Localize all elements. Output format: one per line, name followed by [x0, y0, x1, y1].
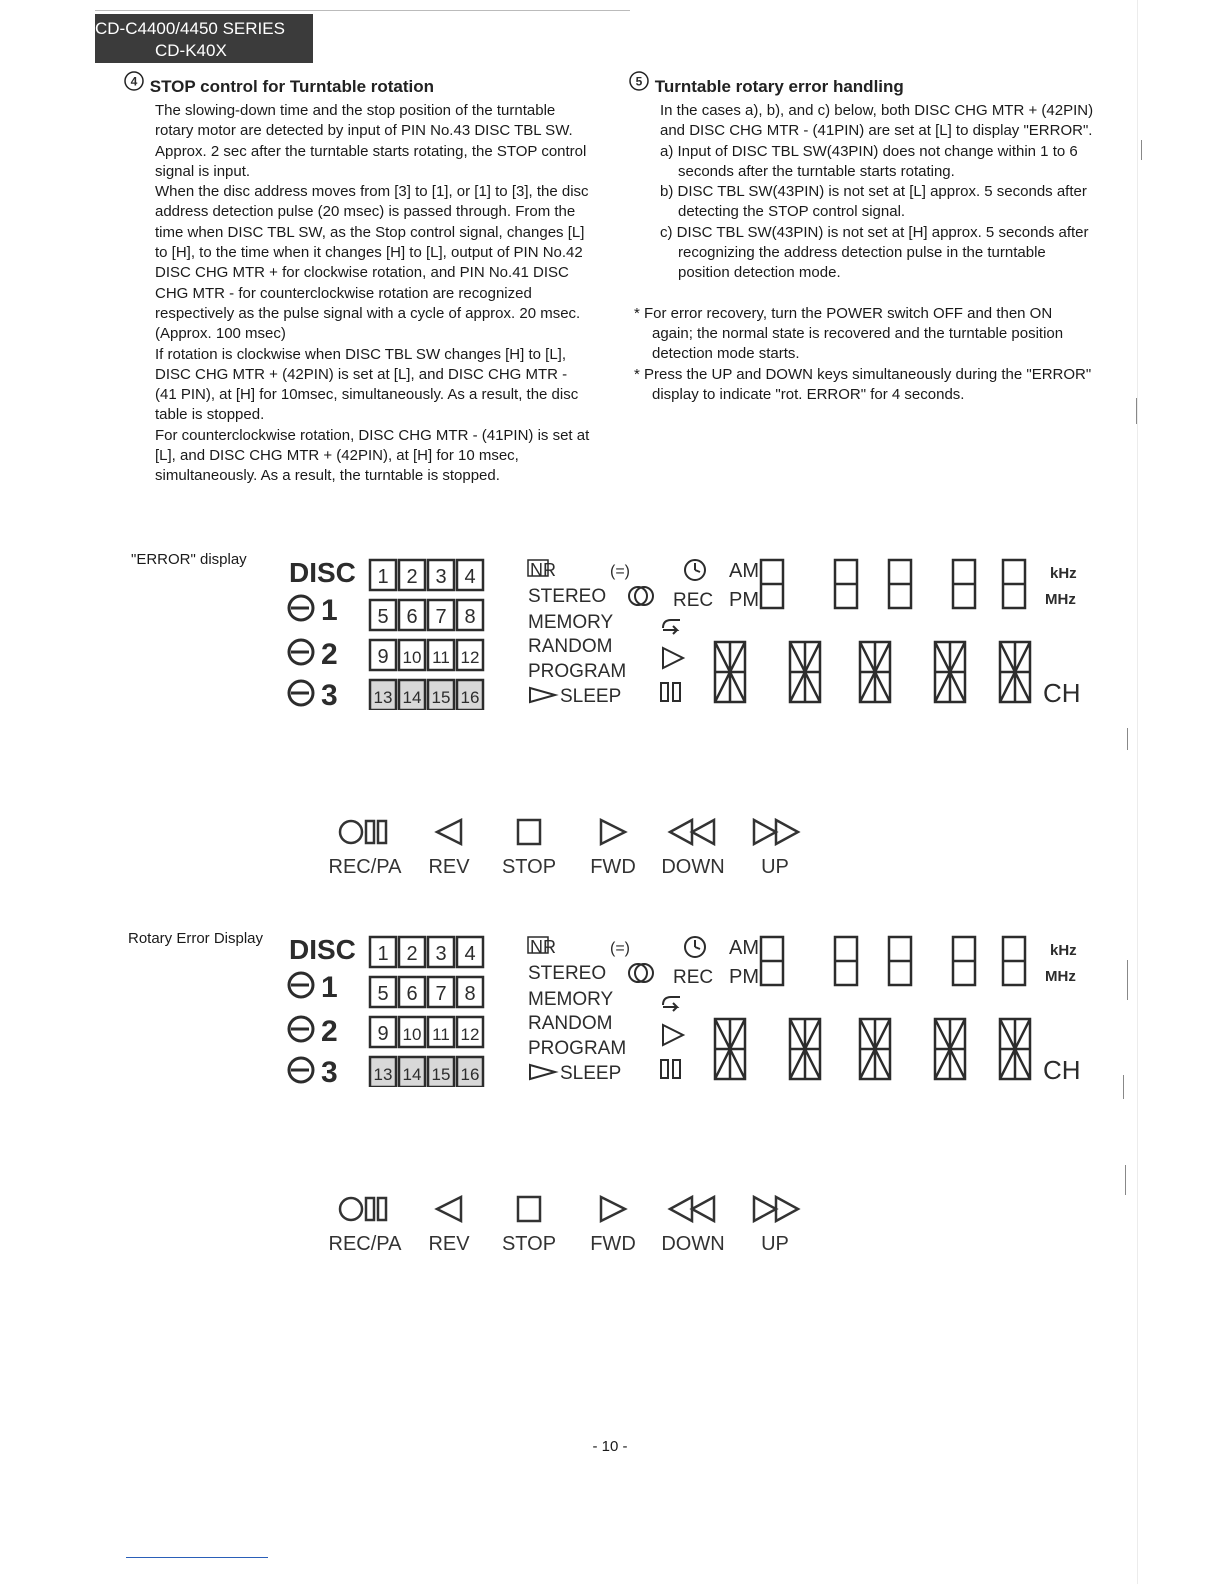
pm-indicator: PM	[729, 966, 759, 988]
disc-row-3	[289, 1056, 338, 1087]
fourteen-seg-digit	[935, 642, 965, 702]
rec-pause-icon	[335, 812, 395, 852]
fourteen-seg-digit	[860, 1019, 890, 1079]
repeat-icon	[663, 997, 680, 1011]
fourteen-seg-digit	[715, 1019, 745, 1079]
am-indicator: AM	[729, 937, 759, 959]
stop-icon	[509, 812, 549, 852]
page-number: - 10 -	[592, 1438, 628, 1455]
svg-text:1: 1	[321, 594, 338, 627]
disc-number-cell	[428, 560, 454, 590]
svg-text:3: 3	[435, 943, 447, 965]
svg-text:8: 8	[464, 606, 476, 628]
disc-number-cell	[370, 937, 396, 967]
fourteen-seg-digit	[790, 1019, 820, 1079]
seven-seg-digit	[761, 937, 783, 985]
disc-number-cell	[428, 680, 454, 710]
page-edge	[1137, 0, 1138, 1584]
svg-text:3: 3	[321, 679, 338, 710]
disc-number-cell	[370, 1017, 396, 1047]
section-heading	[123, 70, 590, 98]
section-rotary-error	[634, 70, 1095, 405]
rewind-icon	[666, 1189, 720, 1229]
disc-number-cell	[399, 937, 425, 967]
disc-row-3	[289, 679, 338, 710]
svg-text:13: 13	[373, 1065, 393, 1084]
svg-text:5: 5	[377, 983, 389, 1005]
svg-text:13: 13	[373, 688, 393, 707]
disc-number-grid	[370, 560, 483, 710]
vfd-panel	[285, 550, 1105, 710]
fast-forward-icon	[748, 1189, 802, 1229]
memory-indicator: MEMORY	[528, 989, 614, 1010]
disc-number-cell	[457, 640, 483, 670]
note: * For error recovery, turn the POWER switch OFF and then ON again; the normal state is recovered and the turntable position detection mode starts.	[634, 304, 1064, 363]
rev-key	[404, 1189, 494, 1256]
paragraph: When the disc address moves from [3] to [1], or [1] to [3], the disc address detection pulse (20 msec) is passed through. From the time when DISC TBL SW, as the Stop control signal, changes [L] to [H], to the time when it changes [H] to [L], output of PIN No.42 DISC CHG MTR + for clockwise rotation, and PIN No.41 DISC CHG MTR - for counterclockwise rotation are recognized respectively as the pulse signal with a cycle of approx. 20 msec. (Approx. 100 msec)	[155, 183, 589, 343]
fourteen-seg-digit	[1000, 1019, 1030, 1079]
error-display-panel	[285, 550, 1105, 710]
disc-row-1	[289, 971, 338, 1004]
paragraph: If rotation is clockwise when DISC TBL SW changes [H] to [L], DISC CHG MTR + (42PIN) is set at [L], and DISC CHG MTR - (41 PIN), at [H] for 10msec, simultaneously. As a result, the disc table is stopped.	[155, 345, 579, 424]
pause-icon	[661, 683, 668, 701]
key-label: FWD	[590, 1233, 636, 1255]
svg-text:7: 7	[435, 606, 447, 628]
svg-text:16: 16	[460, 1065, 480, 1084]
margin-mark	[1127, 960, 1128, 1000]
stop-icon	[509, 1189, 549, 1229]
svg-text:9: 9	[377, 1023, 389, 1045]
disc-number-cell	[370, 640, 396, 670]
disc-label: DISC	[289, 934, 356, 965]
stop-key	[484, 1189, 574, 1256]
program-indicator: PROGRAM	[528, 1038, 627, 1059]
key-label: UP	[761, 856, 789, 878]
key-legend	[320, 812, 820, 882]
svg-text:1: 1	[321, 971, 338, 1004]
series-header	[95, 14, 313, 63]
section-title: STOP control for Turntable rotation	[149, 77, 435, 96]
key-label: DOWN	[661, 856, 725, 878]
nr-indicator: NR	[530, 937, 556, 957]
margin-mark	[1136, 398, 1137, 424]
seven-seg-digit	[835, 560, 857, 608]
program-indicator: PROGRAM	[528, 661, 627, 682]
svg-text:14: 14	[402, 1065, 422, 1084]
paragraph: The slowing-down time and the stop position of the turntable rotary motor are detected by input of PIN No.43 DISC TBL SW. Approx. 2 sec after the turntable starts rotating, the STOP control signal is input.	[155, 102, 587, 180]
rec-pause-key	[320, 1189, 410, 1256]
nr-indicator: NR	[530, 560, 556, 580]
seven-segment-digits	[761, 560, 1025, 608]
section-title: Turntable rotary error handling	[654, 77, 904, 96]
disc-number-cell	[457, 977, 483, 1007]
paragraph: For counterclockwise rotation, DISC CHG MTR - (41PIN) is set at [L], and DISC CHG MTR + (42PIN), at [H] for 10 msec, simultaneously. As a result, the turntable is stopped.	[155, 426, 590, 485]
play-icon	[663, 648, 683, 668]
svg-text:15: 15	[431, 688, 451, 707]
fast-forward-icon	[748, 812, 802, 852]
mhz-indicator: MHz	[1045, 968, 1076, 985]
svg-text:3: 3	[435, 566, 447, 588]
disc-number-cell	[370, 560, 396, 590]
svg-text:2: 2	[406, 943, 418, 965]
svg-text:12: 12	[460, 648, 480, 667]
seven-segment-digits	[761, 937, 1025, 985]
fwd-key	[568, 1189, 658, 1256]
key-label: UP	[761, 1233, 789, 1255]
reverse-icon	[429, 812, 469, 852]
key-label: REV	[428, 856, 470, 878]
disc-number-cell	[399, 560, 425, 590]
disc-number-cell	[428, 1057, 454, 1087]
svg-text:3: 3	[321, 1056, 338, 1087]
disc-number-cell	[370, 680, 396, 710]
pm-indicator: PM	[729, 589, 759, 611]
list-item: a) Input of DISC TBL SW(43PIN) does not change within 1 to 6 seconds after the turntable starts rotating.	[660, 142, 1078, 180]
khz-indicator: kHz	[1050, 565, 1077, 582]
fourteen-seg-digit	[790, 642, 820, 702]
seven-seg-digit	[953, 937, 975, 985]
ch-indicator: CH	[1043, 1055, 1081, 1085]
disc-row-2	[289, 638, 338, 671]
disc-number-cell	[428, 640, 454, 670]
fourteen-seg-digit	[935, 1019, 965, 1079]
key-label: DOWN	[661, 1233, 725, 1255]
disc-number-cell	[457, 600, 483, 630]
display-caption: Rotary Error Display	[128, 930, 264, 947]
reverse-icon	[429, 1189, 469, 1229]
vfd-panel	[285, 927, 1105, 1087]
svg-text:14: 14	[402, 688, 422, 707]
key-label: REC/PA	[328, 1233, 402, 1255]
fourteen-seg-digit	[1000, 642, 1030, 702]
forward-icon	[593, 1189, 633, 1229]
memory-indicator: MEMORY	[528, 612, 614, 633]
alphanumeric-digits	[715, 1019, 1030, 1079]
broadcast-icon: (=)	[610, 563, 630, 580]
alphanumeric-digits	[715, 642, 1030, 702]
footer-rule	[126, 1557, 268, 1558]
ch-indicator: CH	[1043, 678, 1081, 708]
disc-label: DISC	[289, 557, 356, 588]
disc-number-cell	[428, 977, 454, 1007]
paragraph: In the cases a), b), and c) below, both DISC CHG MTR + (42PIN) and DISC CHG MTR - (41PIN) are set at [L] to display "ERROR".	[660, 102, 1094, 140]
disc-number-cell	[399, 640, 425, 670]
svg-text:6: 6	[406, 983, 418, 1005]
list-item: b) DISC TBL SW(43PIN) is not set at [L] approx. 5 seconds after detecting the STOP control signal.	[660, 183, 1087, 221]
key-label: REC/PA	[328, 856, 402, 878]
fwd-key	[568, 812, 658, 879]
stereo-indicator: STEREO	[528, 963, 607, 984]
svg-text:4: 4	[130, 74, 138, 89]
stop-key	[484, 812, 574, 879]
svg-text:10: 10	[402, 648, 422, 667]
disc-number-cell	[399, 1057, 425, 1087]
seven-seg-digit	[1003, 560, 1025, 608]
seven-seg-digit	[953, 560, 975, 608]
disc-number-cell	[428, 600, 454, 630]
disc-number-cell	[457, 680, 483, 710]
disc-number-cell	[370, 977, 396, 1007]
svg-text:2: 2	[321, 1015, 338, 1048]
list-item: c) DISC TBL SW(43PIN) is not set at [H] approx. 5 seconds after recognizing the address detection pulse in the turntable position detection mode.	[660, 223, 1089, 282]
note: * Press the UP and DOWN keys simultaneously during the "ERROR" display to indicate "rot. ERROR" for 4 seconds.	[634, 365, 1092, 403]
top-rule	[95, 10, 630, 11]
model-title: CD-K40X	[155, 41, 227, 60]
seven-seg-digit	[1003, 937, 1025, 985]
rewind-icon	[666, 812, 720, 852]
margin-mark	[1123, 1075, 1124, 1099]
rec-pause-icon	[335, 1189, 395, 1229]
disc-number-cell	[428, 937, 454, 967]
disc-number-cell	[399, 680, 425, 710]
sleep-icon	[530, 688, 555, 702]
random-indicator: RANDOM	[528, 636, 613, 657]
svg-text:11: 11	[432, 648, 450, 667]
seven-seg-digit	[889, 937, 911, 985]
svg-text:12: 12	[460, 1025, 480, 1044]
rotary-error-display-panel	[285, 927, 1105, 1087]
svg-text:5: 5	[635, 74, 643, 89]
key-label: STOP	[501, 856, 557, 878]
rec-indicator: REC	[673, 967, 714, 988]
margin-mark	[1141, 140, 1142, 160]
section-stop-control	[130, 70, 590, 487]
key-label: REV	[428, 1233, 470, 1255]
svg-text:10: 10	[402, 1025, 422, 1044]
khz-indicator: kHz	[1050, 942, 1077, 959]
random-indicator: RANDOM	[528, 1013, 613, 1034]
svg-text:9: 9	[377, 646, 389, 668]
section-heading	[628, 70, 1095, 98]
seven-seg-digit	[889, 560, 911, 608]
key-legend	[320, 1189, 820, 1259]
svg-text:4: 4	[464, 943, 476, 965]
disc-number-cell	[370, 1057, 396, 1087]
circled-number-icon	[628, 70, 650, 92]
disc-number-cell	[457, 560, 483, 590]
disc-number-cell	[457, 1057, 483, 1087]
svg-text:1: 1	[377, 566, 389, 588]
mhz-indicator: MHz	[1045, 591, 1076, 608]
broadcast-icon: (=)	[610, 940, 630, 957]
seven-seg-digit	[835, 937, 857, 985]
pause-icon	[661, 1060, 668, 1078]
disc-number-cell	[370, 600, 396, 630]
svg-text:7: 7	[435, 983, 447, 1005]
disc-row-1	[289, 594, 338, 627]
svg-text:2: 2	[406, 566, 418, 588]
svg-text:16: 16	[460, 688, 480, 707]
disc-row-2	[289, 1015, 338, 1048]
key-label: FWD	[590, 856, 636, 878]
margin-mark	[1125, 1165, 1126, 1195]
margin-mark	[1127, 728, 1128, 750]
up-key	[730, 812, 820, 879]
display-caption: "ERROR" display	[131, 551, 247, 568]
svg-text:6: 6	[406, 606, 418, 628]
disc-number-cell	[399, 977, 425, 1007]
down-key	[648, 812, 738, 879]
disc-number-cell	[457, 937, 483, 967]
down-key	[648, 1189, 738, 1256]
disc-number-cell	[399, 600, 425, 630]
rev-key	[404, 812, 494, 879]
svg-text:15: 15	[431, 1065, 451, 1084]
forward-icon	[593, 812, 633, 852]
svg-text:2: 2	[321, 638, 338, 671]
stereo-indicator: STEREO	[528, 586, 607, 607]
fourteen-seg-digit	[860, 642, 890, 702]
svg-text:8: 8	[464, 983, 476, 1005]
repeat-icon	[663, 620, 680, 634]
disc-number-grid	[370, 937, 483, 1087]
sleep-indicator: SLEEP	[560, 1063, 622, 1084]
sleep-indicator: SLEEP	[560, 686, 622, 707]
svg-text:11: 11	[432, 1025, 450, 1044]
disc-number-cell	[428, 1017, 454, 1047]
fourteen-seg-digit	[715, 642, 745, 702]
rec-indicator: REC	[673, 590, 714, 611]
svg-text:5: 5	[377, 606, 389, 628]
rec-pause-key	[320, 812, 410, 879]
key-label: STOP	[501, 1233, 557, 1255]
disc-number-cell	[399, 1017, 425, 1047]
disc-number-cell	[457, 1017, 483, 1047]
seven-seg-digit	[761, 560, 783, 608]
circled-number-icon	[123, 70, 145, 92]
svg-text:4: 4	[464, 566, 476, 588]
play-icon	[663, 1025, 683, 1045]
svg-text:1: 1	[377, 943, 389, 965]
am-indicator: AM	[729, 560, 759, 582]
sleep-icon	[530, 1065, 555, 1079]
up-key	[730, 1189, 820, 1256]
series-title: CD-C4400/4450 SERIES	[95, 19, 285, 38]
